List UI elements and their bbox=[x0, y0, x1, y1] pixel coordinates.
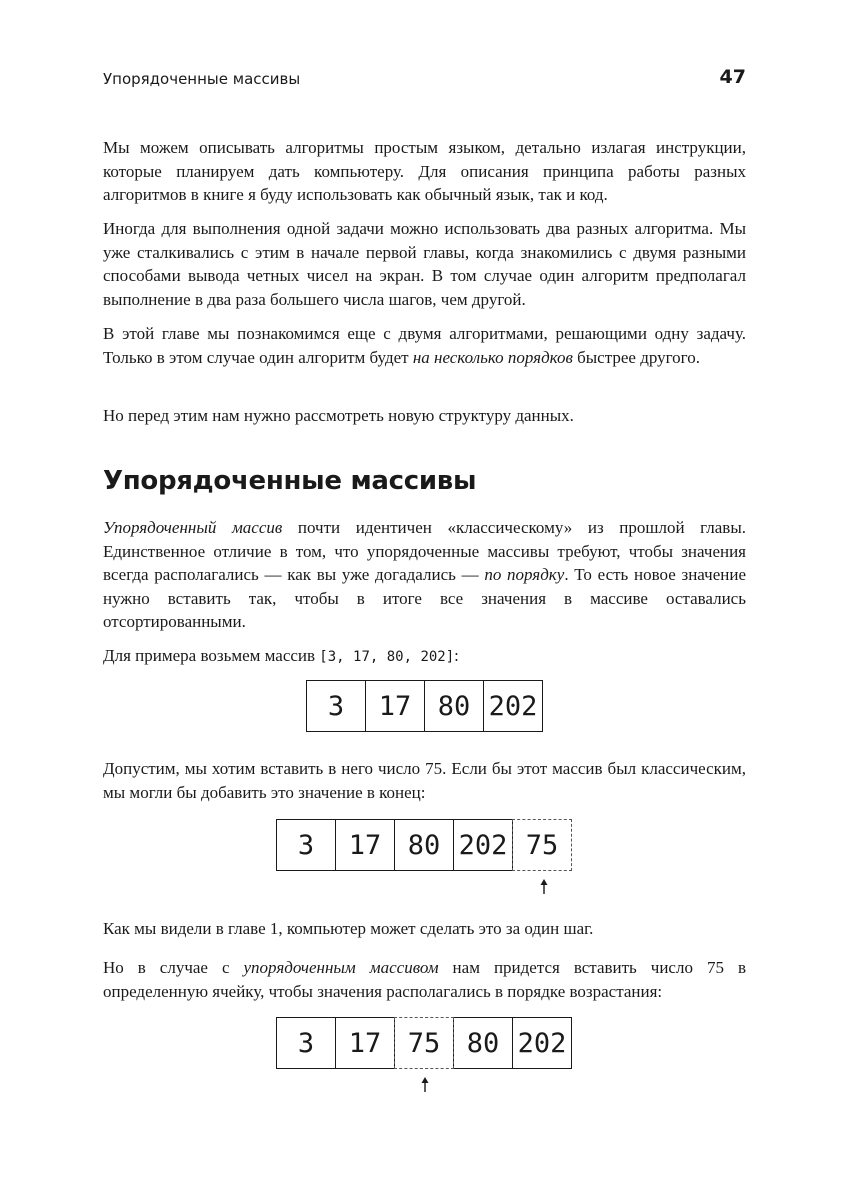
insert-arrow-icon bbox=[539, 878, 549, 894]
paragraph-5-middle: почти идентичен «классическому» из прошлой главы. Единственное отличие в том, что упорядоченные массивы требуют, чтобы значения всегда располагались — как вы уже догадались — bbox=[103, 518, 746, 584]
array-cell: 202 bbox=[453, 819, 513, 871]
array-cell: 80 bbox=[424, 680, 484, 732]
array-cell: 3 bbox=[306, 680, 366, 732]
array-diagram-append bbox=[276, 819, 572, 871]
paragraph-3 bbox=[103, 322, 746, 369]
array-cell: 80 bbox=[453, 1017, 513, 1069]
array-literal: [3, 17, 80, 202] bbox=[319, 649, 455, 665]
array-cell: 80 bbox=[394, 819, 454, 871]
paragraph-9 bbox=[103, 956, 746, 1003]
array-cell-inserted: 75 bbox=[512, 819, 572, 871]
paragraph-6-text: Для примера возьмем массив bbox=[103, 646, 320, 665]
paragraph-6 bbox=[103, 644, 746, 670]
section-heading: Упорядоченные массивы bbox=[103, 466, 477, 496]
paragraph-9-emphasis: упорядоченным массивом bbox=[243, 958, 439, 977]
array-cell: 17 bbox=[335, 1017, 395, 1069]
paragraph-5-term: Упорядоченный массив bbox=[103, 518, 283, 537]
array-cell: 17 bbox=[365, 680, 425, 732]
paragraph-3-start: В этой главе мы познакомимся еще с двумя алгоритмами, решающими одну задачу. Только в этом случае один алгоритм будет bbox=[103, 324, 746, 367]
paragraph-4: Но перед этим нам нужно рассмотреть новую структуру данных. bbox=[103, 406, 574, 425]
array-cell: 202 bbox=[512, 1017, 572, 1069]
running-head bbox=[103, 66, 746, 90]
paragraph-8: Как мы видели в главе 1, компьютер может сделать это за один шаг. bbox=[103, 919, 594, 938]
insert-arrow-icon bbox=[420, 1076, 430, 1092]
paragraph-3-emphasis: на несколько порядков bbox=[412, 347, 573, 367]
paragraph-9-end: нам придется вставить число 75 в определенную ячейку, чтобы значения располагались в порядке возрастания: bbox=[103, 958, 746, 1001]
array-cell-inserted: 75 bbox=[394, 1017, 454, 1069]
array-cell: 17 bbox=[335, 819, 395, 871]
paragraph-5-emphasis: по порядку bbox=[484, 565, 565, 584]
array-diagram-original bbox=[306, 680, 543, 732]
array-cell: 202 bbox=[483, 680, 543, 732]
paragraph-2: Иногда для выполнения одной задачи можно использовать два разных алгоритма. Мы уже сталкивались с этим в начале первой главы, когда знакомились с двумя разными способами вывода четных чисел на экран. В том случае один алгоритм предполагал выполнение в два раза большего числа шагов, чем другой. bbox=[103, 219, 746, 309]
array-cell: 3 bbox=[276, 1017, 336, 1069]
paragraph-6-end: : bbox=[454, 646, 459, 665]
running-head-title: Упорядоченные массивы bbox=[103, 70, 301, 88]
array-cell: 3 bbox=[276, 819, 336, 871]
paragraph-7: Допустим, мы хотим вставить в него число 75. Если бы этот массив был классическим, мы могли бы добавить это значение в конец: bbox=[103, 759, 746, 802]
paragraph-3-end: быстрее другого. bbox=[572, 347, 700, 367]
paragraph-9-start: Но в случае с bbox=[103, 958, 244, 977]
page-number: 47 bbox=[719, 66, 746, 88]
array-diagram-sorted-insert bbox=[276, 1017, 572, 1069]
paragraph-1: Мы можем описывать алгоритмы простым языком, детально излагая инструкции, которые планируем дать компьютеру. Для описания принципа работы разных алгоритмов в книге я буду использовать как обычный язык, так и код. bbox=[103, 138, 746, 204]
paragraph-5-end: . То есть новое значение нужно вставить так, чтобы в итоге все значения в массиве оставались отсортированными. bbox=[103, 565, 747, 631]
paragraph-5 bbox=[103, 516, 746, 634]
